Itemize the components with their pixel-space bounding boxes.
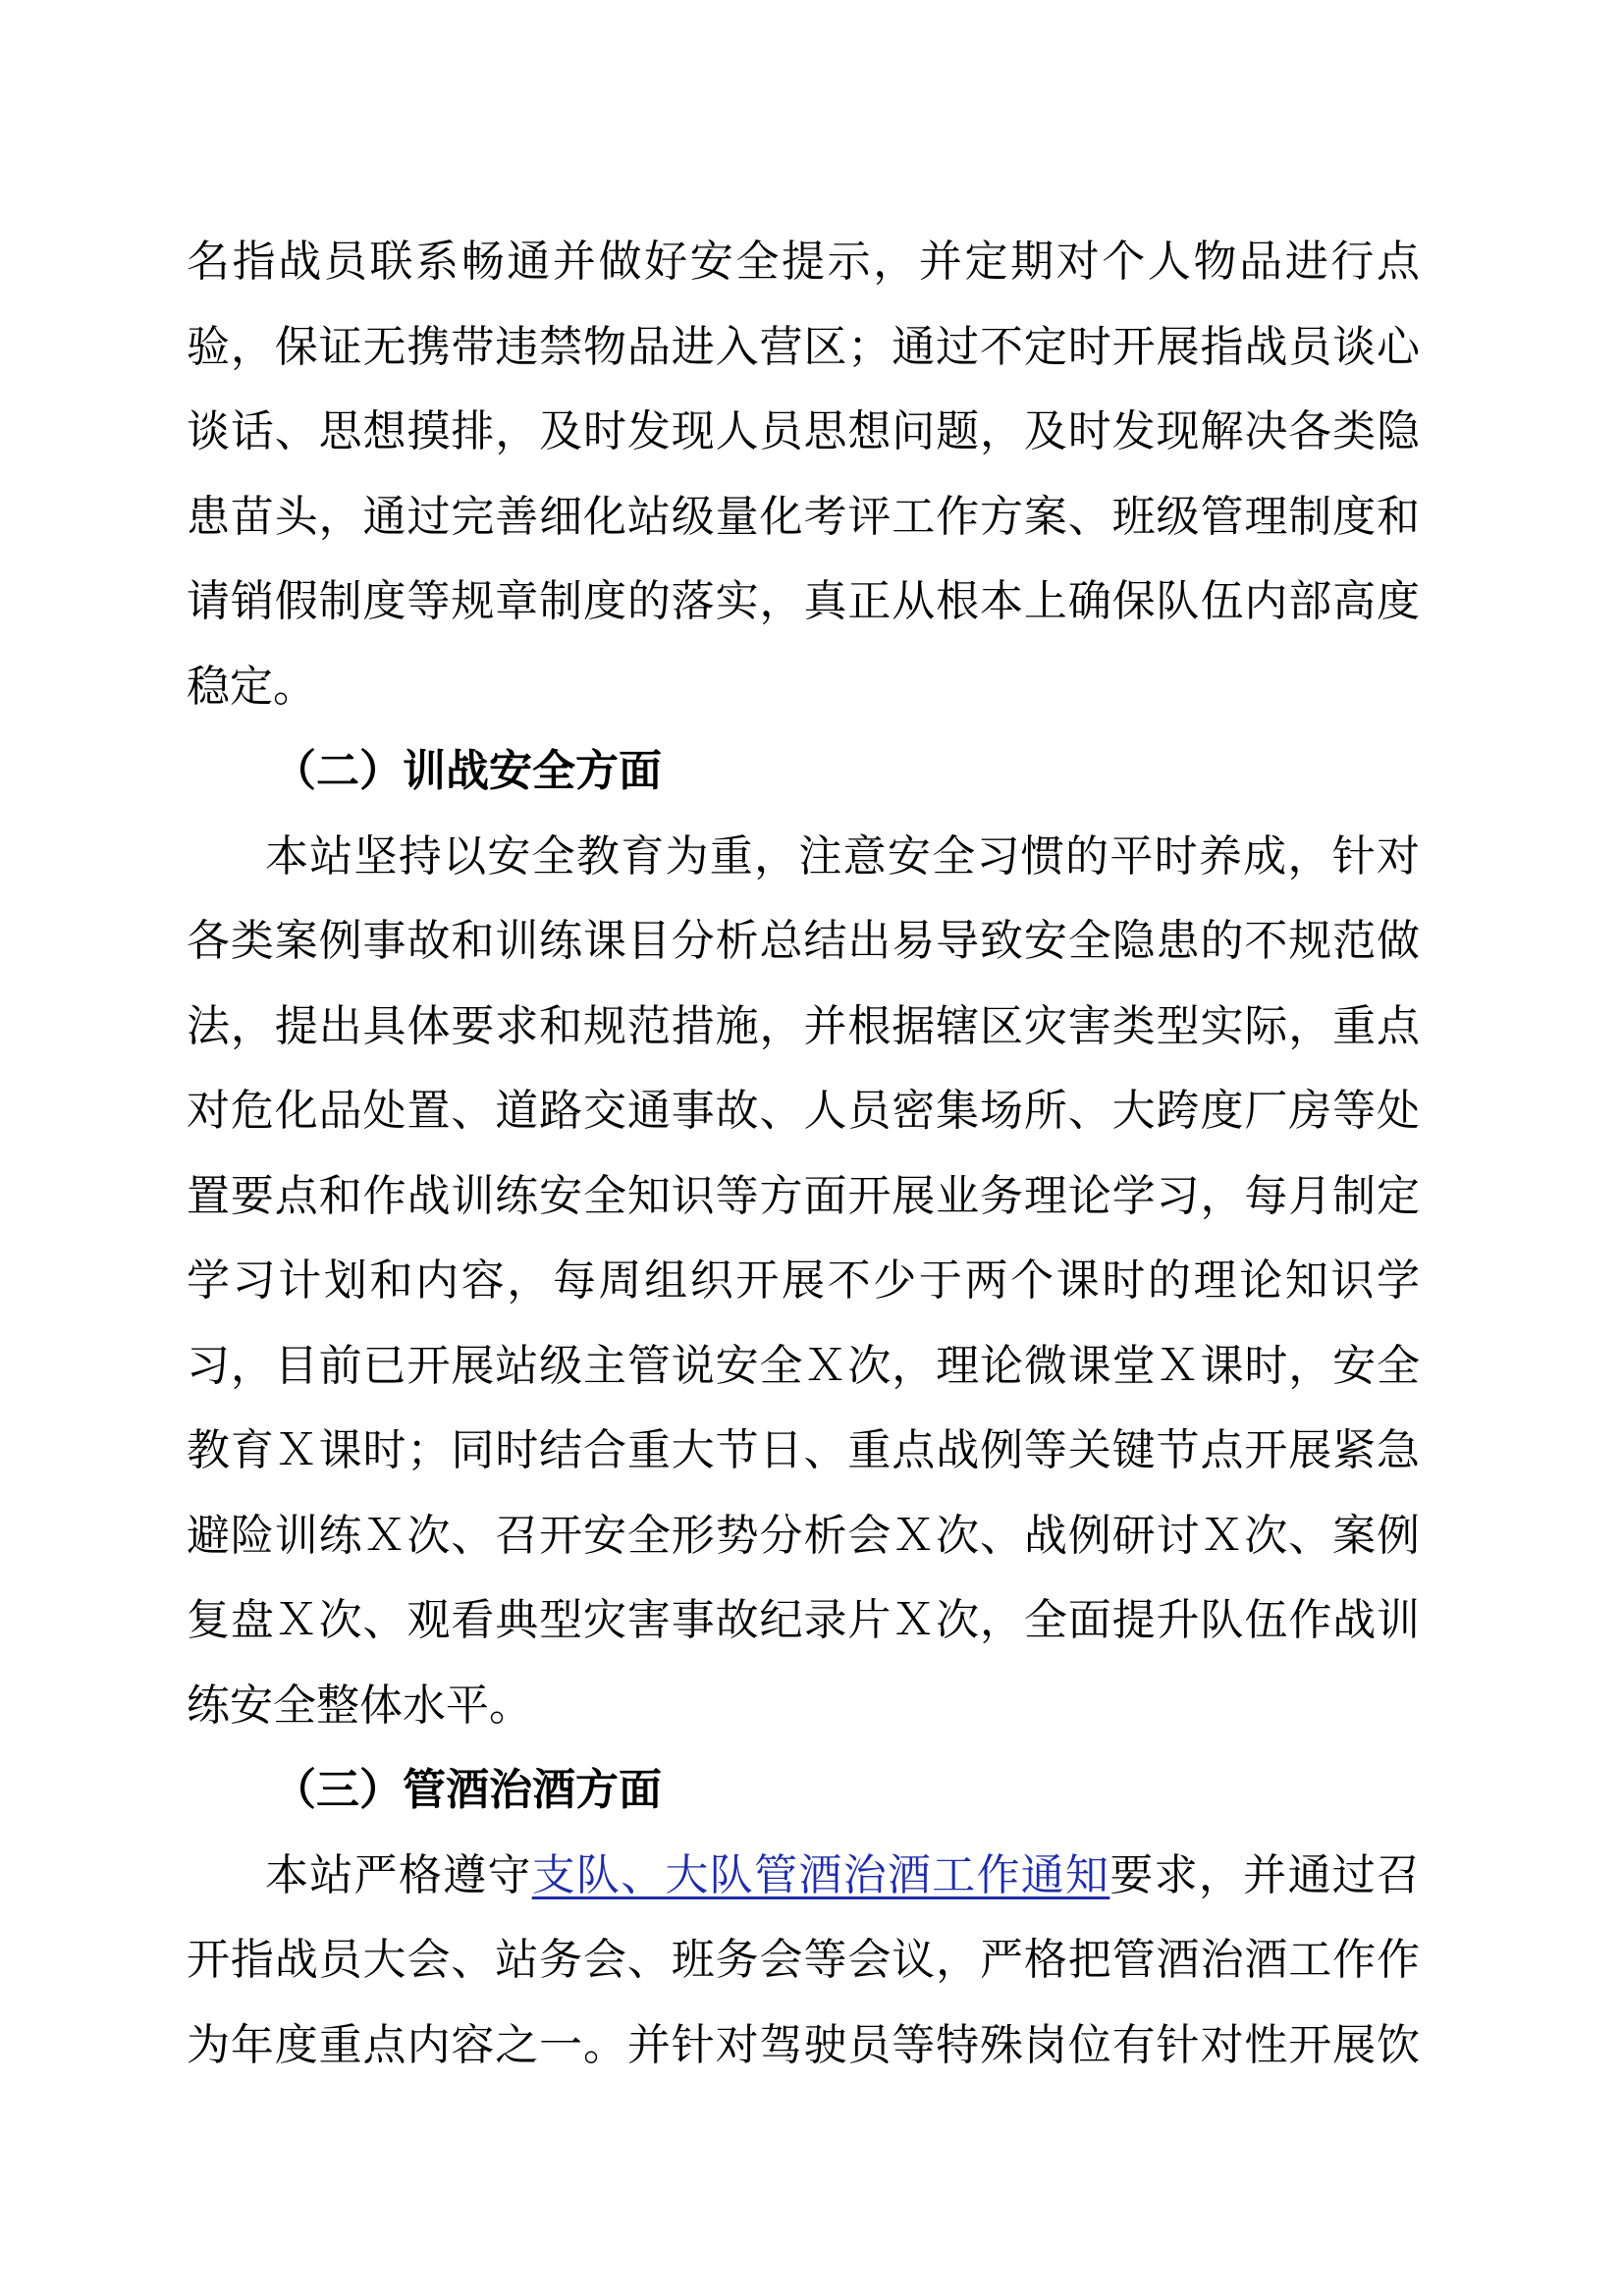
- text-line: [187, 985, 1420, 1070]
- text-line: [187, 1494, 1420, 1579]
- text-run: 法，提出具体要求和规范措施，并根据辖区灾害类型实际，重点: [187, 1001, 1420, 1050]
- text-run: 验，保证无携带违禁物品进入营区；通过不定时开展指战员谈心: [187, 322, 1420, 371]
- text-run: 稳定。: [187, 662, 316, 711]
- section-heading: [187, 729, 1420, 815]
- section-heading: [187, 1748, 1420, 1834]
- text-line: [187, 475, 1420, 561]
- text-run: 要求，并通过召: [1109, 1850, 1421, 1899]
- text-line: [187, 645, 1420, 730]
- text-run: 置要点和作战训练安全知识等方面开展业务理论学习，每月制定: [187, 1171, 1420, 1220]
- hyperlink-notice[interactable]: 支队、大队管酒治酒工作通知: [531, 1850, 1110, 1899]
- text-run: 本站坚持以安全教育为重，注意安全习惯的平时养成，针对: [265, 831, 1420, 881]
- text-line: [187, 899, 1420, 985]
- text-run: 对危化品处置、道路交通事故、人员密集场所、大跨度厂房等处: [187, 1087, 1420, 1135]
- text-line: [187, 390, 1420, 475]
- text-run: 谈话、思想摸排，及时发现人员思想问题，及时发现解决各类隐: [187, 407, 1420, 455]
- text-line: [187, 1664, 1420, 1749]
- text-line: [187, 1409, 1420, 1494]
- text-line: [187, 1069, 1420, 1154]
- text-line: [187, 220, 1420, 305]
- text-line: [187, 1578, 1420, 1664]
- text-run: （二）训战安全方面: [273, 747, 662, 795]
- text-line: [187, 305, 1420, 391]
- text-run: 各类案例事故和训练课目分析总结出易导致安全隐患的不规范做: [187, 917, 1420, 965]
- text-run: 复盘Ｘ次、观看典型灾害事故纪录片Ｘ次，全面提升队伍作战训: [187, 1596, 1420, 1644]
- text-run: 患苗头，通过完善细化站级量化考评工作方案、班级管理制度和: [187, 492, 1420, 541]
- text-line: [187, 815, 1420, 900]
- text-line: [187, 1834, 1420, 1919]
- text-run: 为年度重点内容之一。并针对驾驶员等特殊岗位有针对性开展饮: [187, 2020, 1420, 2069]
- text-run: 避险训练Ｘ次、召开安全形势分析会Ｘ次、战例研讨Ｘ次、案例: [187, 1511, 1420, 1560]
- text-line: [187, 1918, 1420, 2003]
- text-run: 练安全整体水平。: [187, 1681, 532, 1730]
- text-run: 请销假制度等规章制度的落实，真正从根本上确保队伍内部高度: [187, 577, 1420, 625]
- text-run: 学习计划和内容，每周组织开展不少于两个课时的理论知识学: [187, 1256, 1420, 1305]
- document-body: [187, 220, 1420, 2088]
- text-run: 名指战员联系畅通并做好安全提示，并定期对个人物品进行点: [187, 238, 1420, 286]
- text-run: 教育Ｘ课时；同时结合重大节日、重点战例等关键节点开展紧急: [187, 1426, 1420, 1474]
- text-line: [187, 560, 1420, 645]
- text-run: （三）管酒治酒方面: [273, 1766, 662, 1814]
- text-line: [187, 1324, 1420, 1410]
- text-line: [187, 1239, 1420, 1324]
- text-run: 开指战员大会、站务会、班务会等会议，严格把管酒治酒工作作: [187, 1936, 1420, 1984]
- text-run: 习，目前已开展站级主管说安全Ｘ次，理论微课堂Ｘ课时，安全: [187, 1341, 1420, 1390]
- text-line: [187, 1154, 1420, 1240]
- text-line: [187, 2003, 1420, 2089]
- text-run: 本站严格遵守: [265, 1850, 532, 1899]
